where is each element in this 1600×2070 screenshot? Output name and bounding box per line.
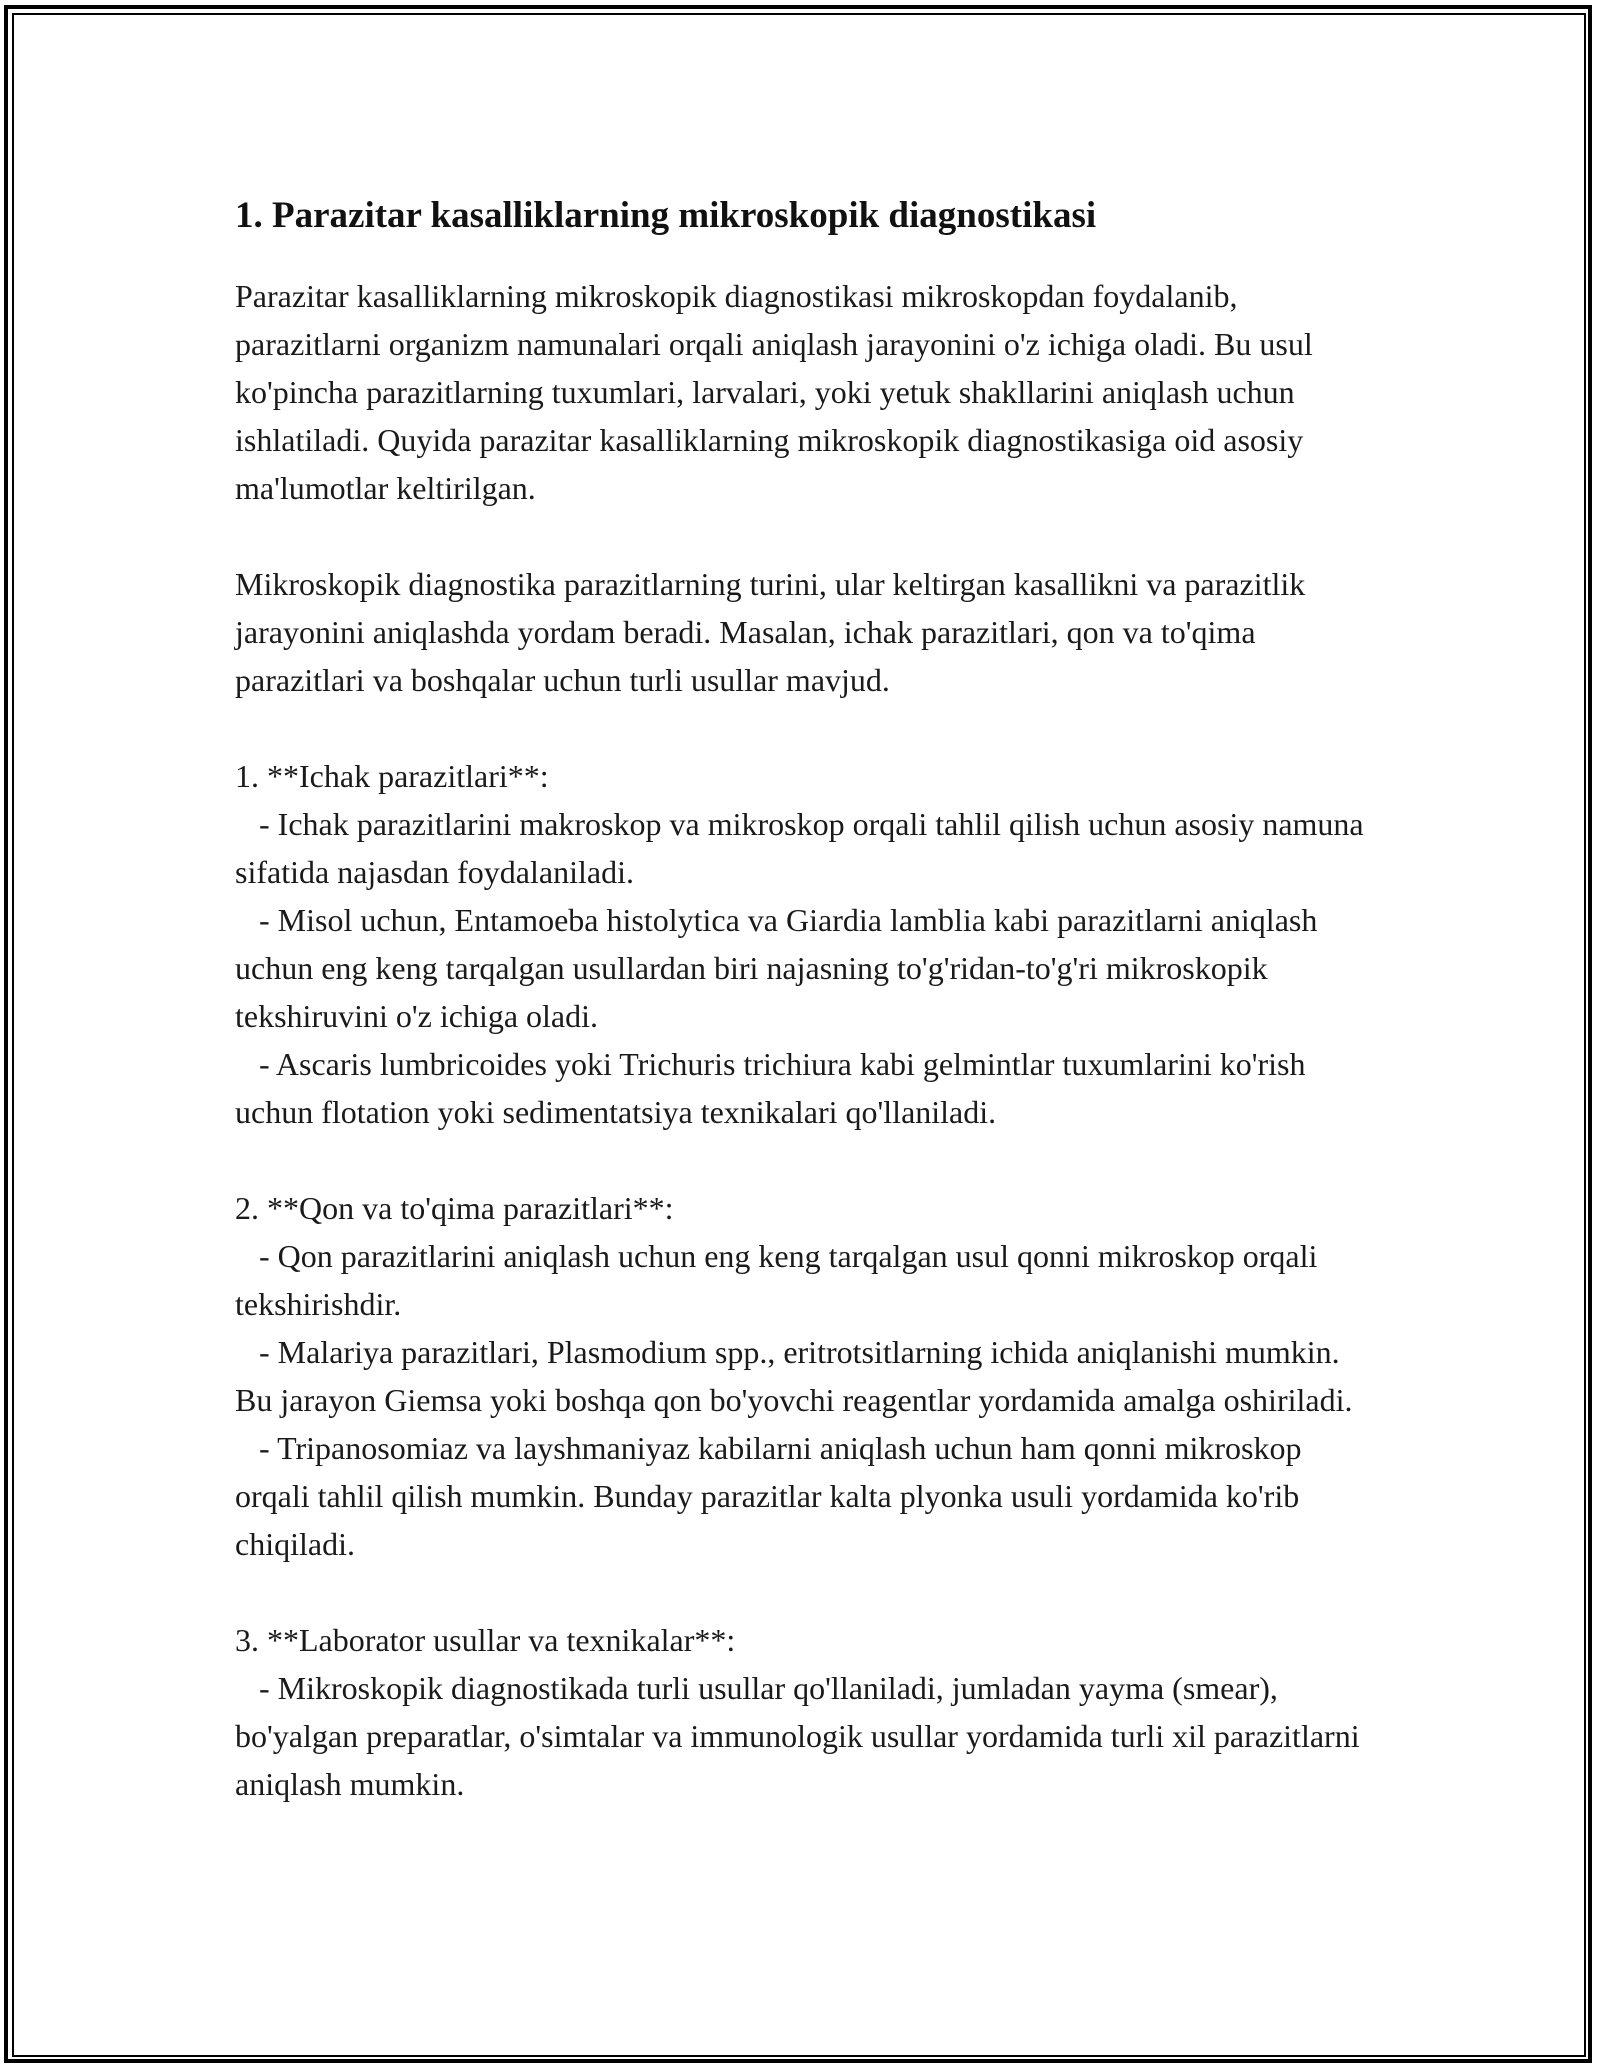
intro-paragraph: Parazitar kasalliklarning mikroskopik diagnostikasi mikroskopdan foydalanib, parazitlarni organizm namunalari orqali aniqlash jarayonini o'z ichiga oladi. Bu usul ko'pincha parazitlarning tuxumlari, larvalari, yoki yetuk shakllarini aniqlash uchun ishlatiladi. Quyida parazitar kasalliklarning mikroskopik diagnostikasiga oid asosiy ma'lumotlar keltirilgan. <box>235 278 1321 506</box>
document-body <box>235 186 1375 1856</box>
list-item: - Mikroskopik diagnostikada turli usullar qo'llaniladi, jumladan yayma (smear), bo'yalgan preparatlar, o'simtalar va immunologik usullar yordamida turli xil parazitlarni aniqlash mumkin. <box>235 1670 1368 1802</box>
list-item: - Ascaris lumbricoides yoki Trichuris trichiura kabi gelmintlar tuxumlarini ko'rish uchun flotation yoki sedimentatsiya texnikalari qo'llaniladi. <box>235 1046 1314 1130</box>
list-item: - Ichak parazitlarini makroskop va mikroskop orqali tahlil qilish uchun asosiy namuna sifatida najasdan foydalaniladi. <box>235 806 1372 890</box>
second-paragraph: Mikroskopik diagnostika parazitlarning turini, ular keltirgan kasallikni va parazitlik jarayonini aniqlashda yordam beradi. Masalan, ichak parazitlari, qon va to'qima parazitlari va boshqalar uchun turli usullar mavjud. <box>235 566 1314 698</box>
section-heading: 1. **Ichak parazitlari**: <box>235 758 549 794</box>
section-blood-tissue-parasites <box>235 1184 1375 1568</box>
section-intestinal-parasites <box>235 752 1375 1136</box>
list-item: - Malariya parazitlari, Plasmodium spp., eritrotsitlarning ichida aniqlanishi mumkin. Bu jarayon Giemsa yoki boshqa qon bo'yovchi reagentlar yordamida amalga oshiriladi. <box>235 1334 1353 1418</box>
document-title: 1. Parazitar kasalliklarning mikroskopik diagnostikasi <box>235 195 1097 236</box>
section-heading: 2. **Qon va to'qima parazitlari**: <box>235 1190 674 1226</box>
list-item: - Tripanosomiaz va layshmaniyaz kabilarni aniqlash uchun ham qonni mikroskop orqali tahlil qilish mumkin. Bunday parazitlar kalta plyonka usuli yordamida ko'rib chiqiladi. <box>235 1430 1310 1562</box>
section-lab-methods <box>235 1616 1375 1808</box>
list-item: - Misol uchun, Entamoeba histolytica va Giardia lamblia kabi parazitlarni aniqlash uchun eng keng tarqalgan usullardan biri najasning to'g'ridan-to'g'ri mikroskopik tekshiruvini o'z ichiga oladi. <box>235 902 1326 1034</box>
section-heading: 3. **Laborator usullar va texnikalar**: <box>235 1622 736 1658</box>
list-item: - Qon parazitlarini aniqlash uchun eng keng tarqalgan usul qonni mikroskop orqali tekshirishdir. <box>235 1238 1326 1322</box>
